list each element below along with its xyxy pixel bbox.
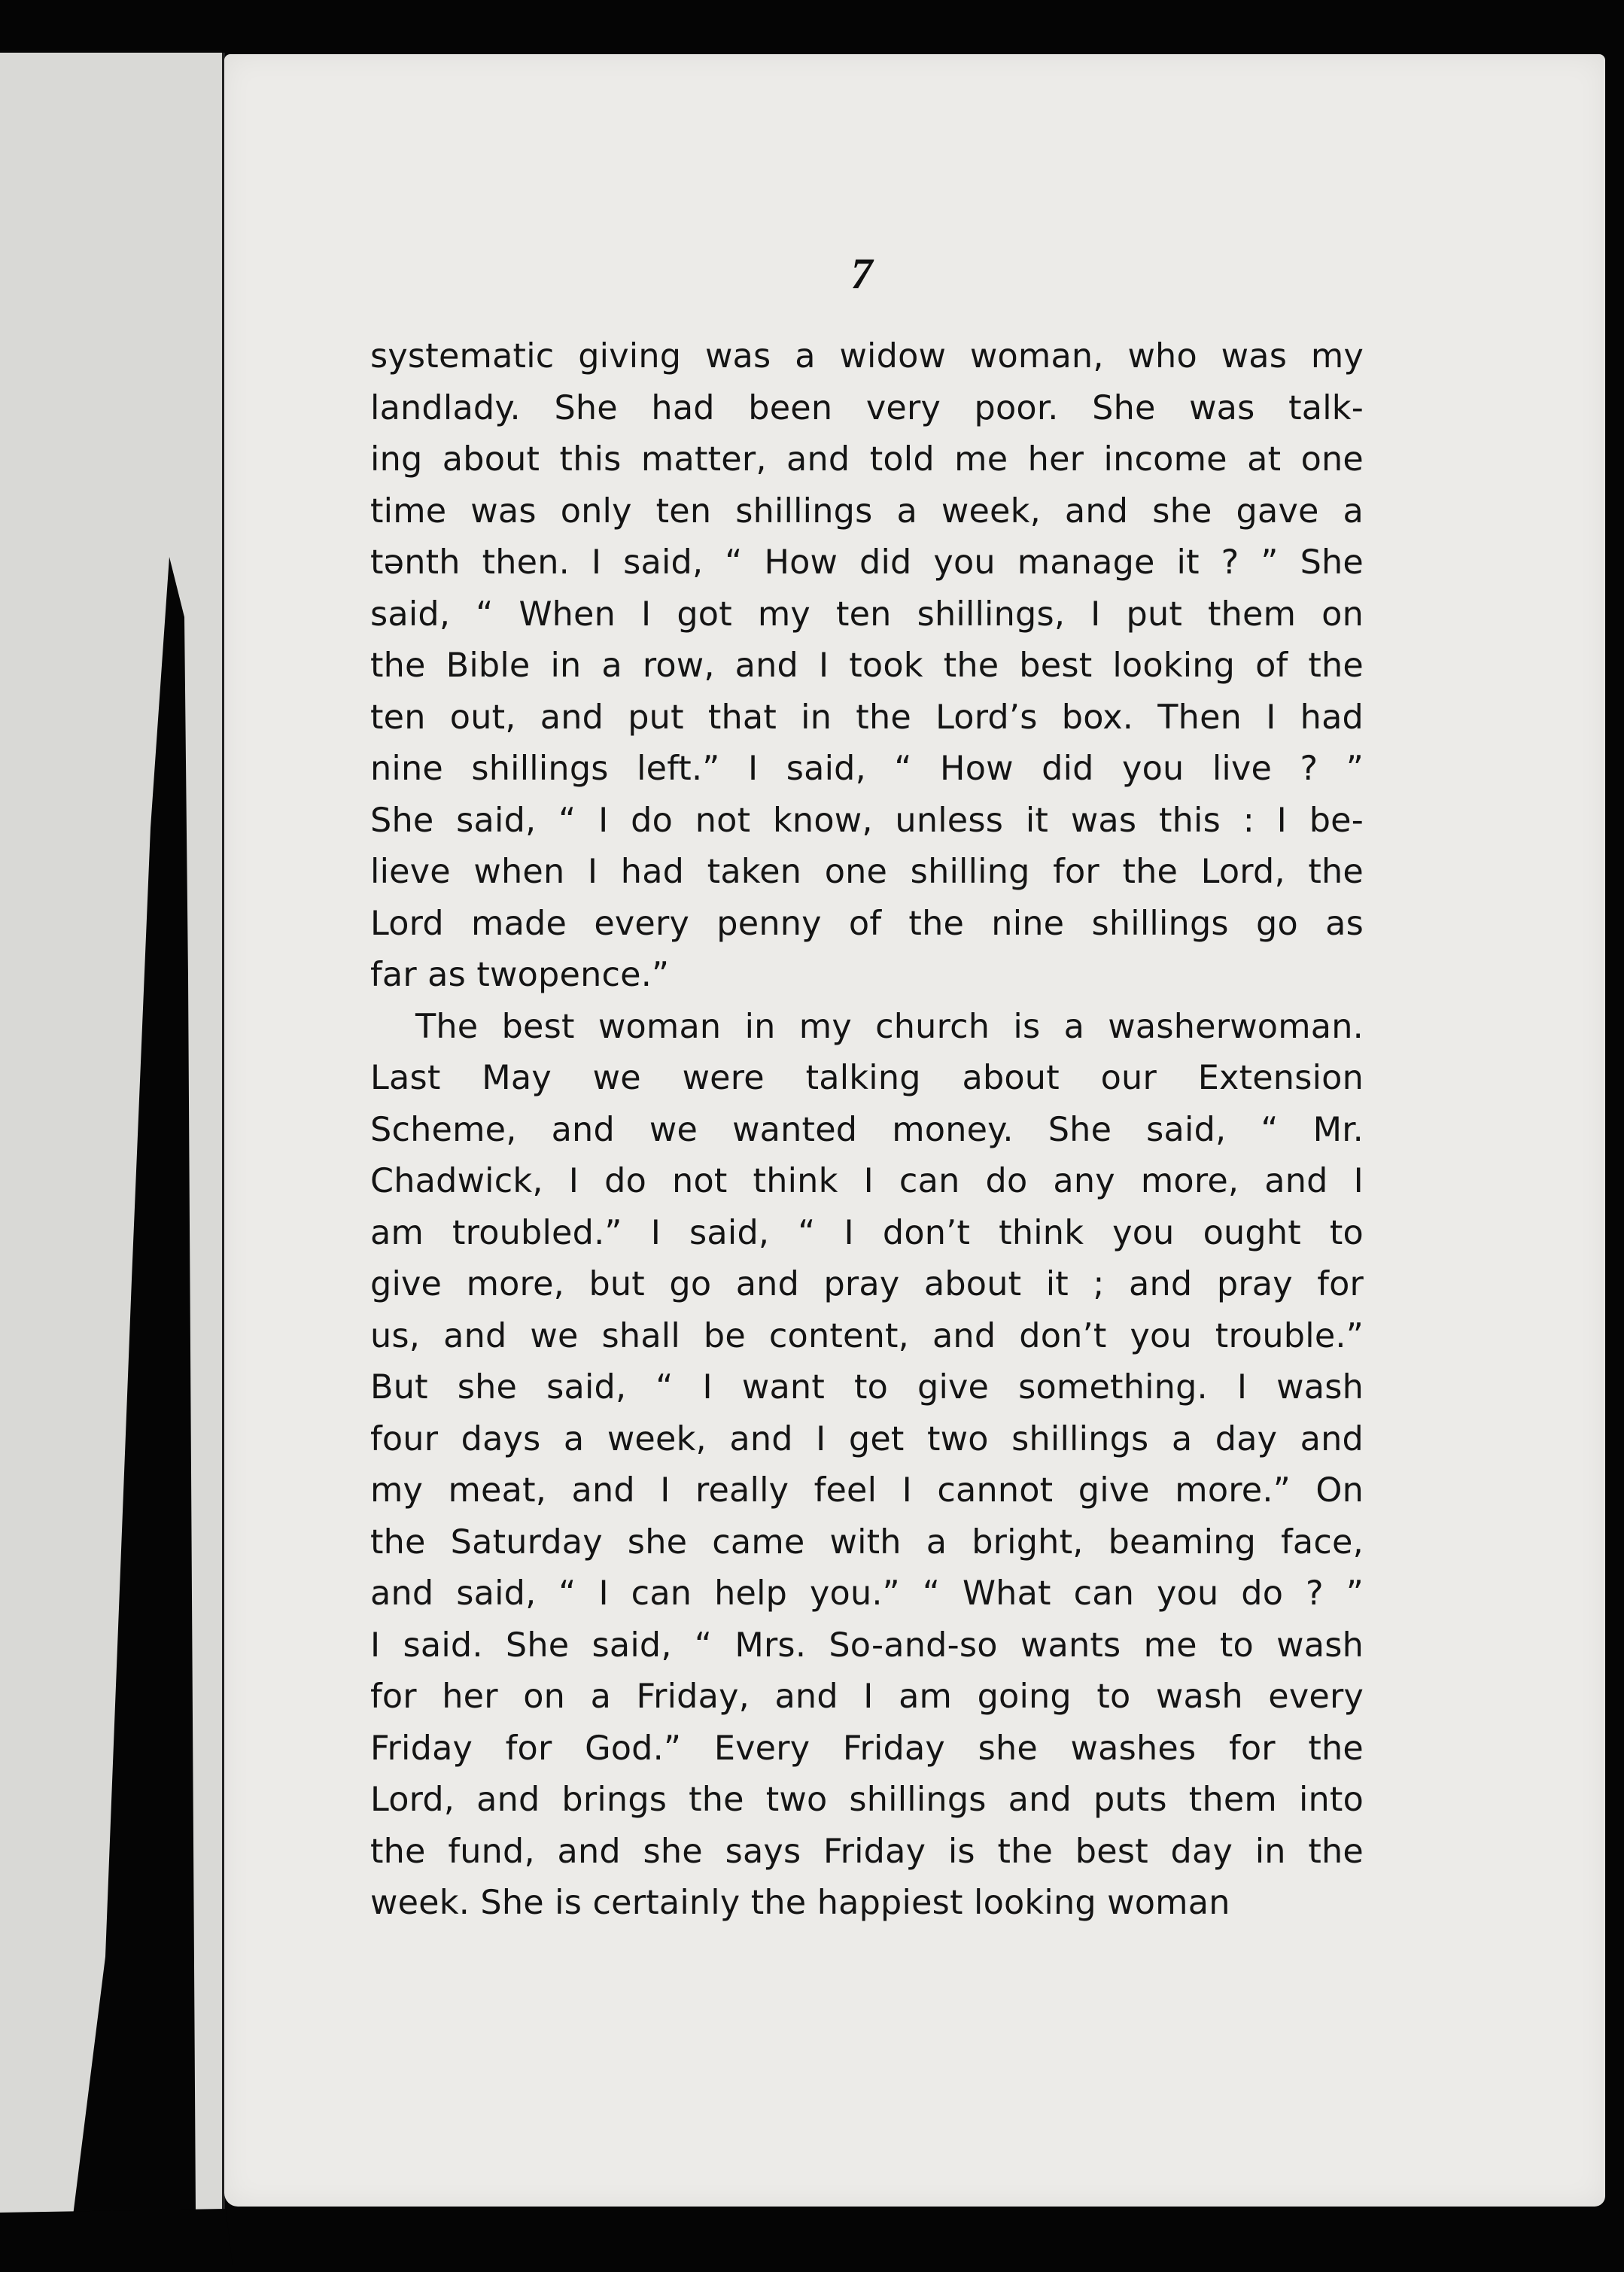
text-line: the Saturday she came with a bright, beaming face,	[370, 1522, 1364, 1562]
text-line: Friday for God.” Every Friday she washes for the	[370, 1729, 1364, 1768]
page-number: 7	[850, 249, 873, 298]
text-line: week. She is certainly the happiest looking woman	[370, 1884, 1230, 1922]
text-line: four days a week, and I get two shillings a day and	[370, 1419, 1364, 1458]
text-line: The best woman in my church is a washerwoman.	[415, 1007, 1364, 1046]
text-line: But she said, “ I want to give something. I wash	[370, 1368, 1364, 1407]
text-line: She said, “ I do not know, unless it was this : I be-	[370, 801, 1364, 840]
text-line: lieve when I had taken one shilling for the Lord, the	[370, 853, 1364, 891]
text-line: am troubled.” I said, “ I don’t think you ought to	[370, 1213, 1364, 1252]
text-line: Chadwick, I do not think I can do any more, and I	[370, 1162, 1364, 1200]
text-line: us, and we shall be content, and don’t you trouble.”	[370, 1316, 1364, 1355]
text-line: the Bible in a row, and I took the best looking of the	[370, 646, 1364, 685]
text-line: said, “ When I got my ten shillings, I put them on	[370, 595, 1364, 634]
text-line: time was only ten shillings a week, and she gave a	[370, 491, 1364, 531]
text-line: I said. She said, “ Mrs. So-and-so wants me to wash	[370, 1626, 1364, 1665]
text-line: ten out, and put that in the Lord’s box. Then I had	[370, 698, 1364, 737]
text-line: ing about this matter, and told me her income at one	[370, 440, 1364, 479]
text-line: give more, but go and pray about it ; and pray for	[370, 1265, 1364, 1303]
text-line: Lord made every penny of the nine shillings go as	[370, 904, 1364, 943]
text-line: landlady. She had been very poor. She was talk-	[370, 388, 1364, 427]
text-line: systematic giving was a widow woman, who was my	[370, 337, 1364, 376]
body-text	[370, 331, 1364, 1930]
paragraph	[370, 1002, 1364, 1930]
text-line: tənth then. I said, “ How did you manage it ? ” She	[370, 543, 1364, 582]
text-line: my meat, and I really feel I cannot give more.” On	[370, 1471, 1364, 1510]
text-line: nine shillings left.” I said, “ How did you live ? ”	[370, 750, 1364, 788]
text-line: Last May we were talking about our Extension	[370, 1059, 1364, 1097]
text-line: Lord, and brings the two shillings and puts them into	[370, 1781, 1364, 1819]
text-line: for her on a Friday, and I am going to wash every	[370, 1677, 1364, 1716]
text-line: the fund, and she says Friday is the best day in the	[370, 1832, 1364, 1871]
paragraph	[370, 331, 1364, 1002]
text-line: Scheme, and we wanted money. She said, “ Mr.	[370, 1110, 1364, 1149]
text-line: far as twopence.”	[370, 956, 670, 994]
binding-shadow	[0, 0, 233, 2272]
text-line: and said, “ I can help you.” “ What can you do ? ”	[370, 1574, 1364, 1613]
